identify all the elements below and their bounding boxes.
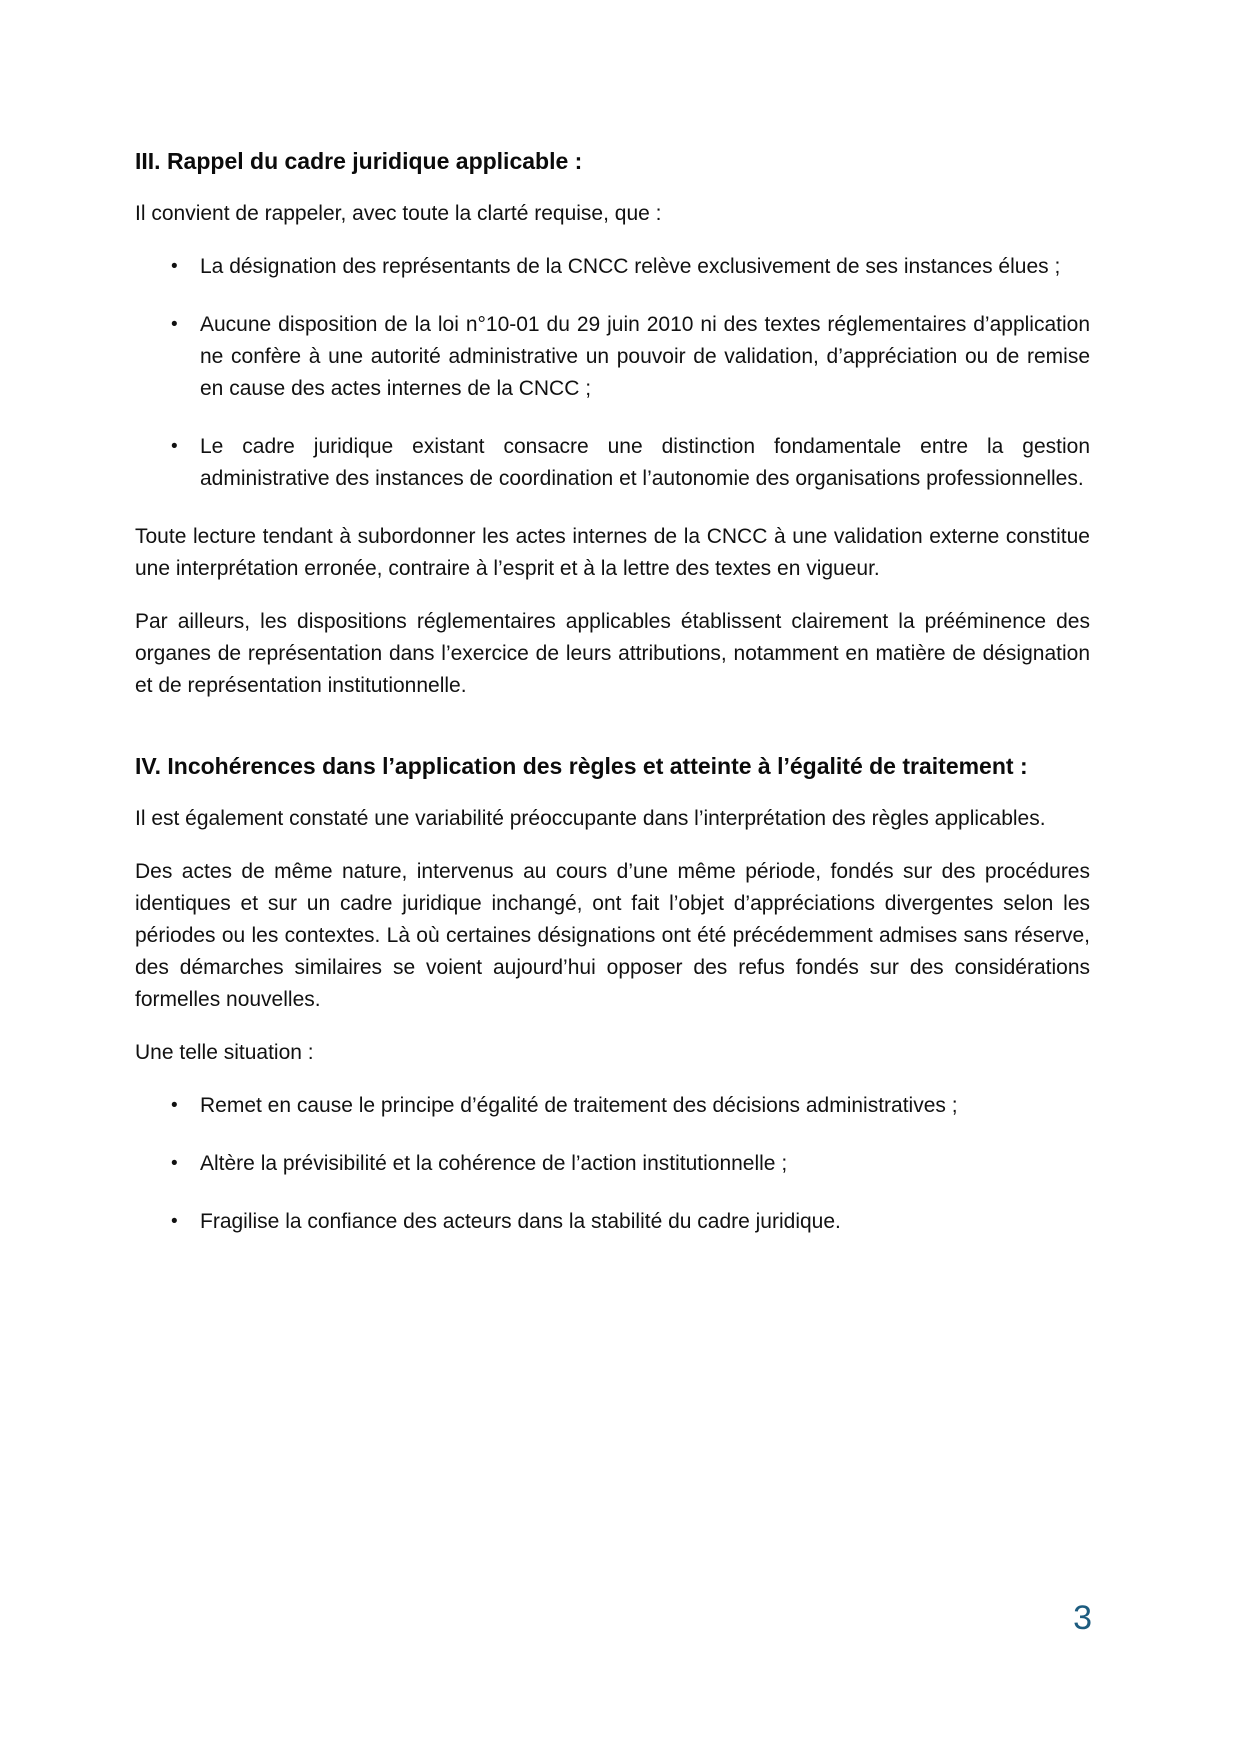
bullet-icon: • — [171, 436, 178, 457]
paragraph-intro-iii: Il convient de rappeler, avec toute la clarté requise, que : — [135, 202, 662, 225]
paragraph: Par ailleurs, les dispositions réglementaires applicables établissent clairement la prééminence des organes de représentation dans l’exercice de leurs attributions, notamment en matière de désignation et de représentation institutionnelle. — [135, 610, 1090, 697]
page-number: 3 — [1073, 1599, 1092, 1637]
bullet-icon: • — [171, 1095, 178, 1116]
list-item — [135, 1206, 1090, 1238]
paragraph: Toute lecture tendant à subordonner les actes internes de la CNCC à une validation externe constitue une interprétation erronée, contraire à l’esprit et à la lettre des textes en vigueur. — [135, 525, 1090, 580]
paragraph: Il est également constaté une variabilité préoccupante dans l’interprétation des règles applicables. — [135, 807, 1046, 830]
paragraph-intro-iv: Une telle situation : — [135, 1041, 314, 1064]
list-item — [135, 431, 1090, 495]
bullet-text: Aucune disposition de la loi n°10-01 du 29 juin 2010 ni des textes réglementaires d’application ne confère à une autorité administrative un pouvoir de validation, d’appréciation ou de remise en cause des actes internes de la CNCC ; — [200, 313, 1090, 400]
paragraph: Des actes de même nature, intervenus au cours d’une même période, fondés sur des procédures identiques et sur un cadre juridique inchangé, ont fait l’objet d’appréciations divergentes selon les périodes ou les contextes. Là où certaines désignations ont été précédemment admises sans réserve, des démarches similaires se voient aujourd’hui opposer des refus fondés sur des considérations formelles nouvelles. — [135, 860, 1090, 1011]
bullet-text: Le cadre juridique existant consacre une distinction fondamentale entre la gestion administrative des instances de coordination et l’autonomie des organisations professionnelles. — [200, 435, 1090, 490]
bullet-text: La désignation des représentants de la CNCC relève exclusivement de ses instances élues ; — [200, 255, 1061, 278]
section-heading-iii: III. Rappel du cadre juridique applicable : — [135, 148, 583, 174]
list-item — [135, 1090, 1090, 1122]
bullet-icon: • — [171, 256, 178, 277]
bullet-text: Fragilise la confiance des acteurs dans la stabilité du cadre juridique. — [200, 1210, 841, 1233]
bullet-icon: • — [171, 314, 178, 335]
bullet-list-iv — [135, 1090, 1090, 1238]
bullet-list-iii — [135, 251, 1090, 495]
bullet-icon: • — [171, 1153, 178, 1174]
document-content — [135, 146, 1090, 1264]
list-item — [135, 309, 1090, 405]
bullet-text: Altère la prévisibilité et la cohérence de l’action institutionnelle ; — [200, 1152, 788, 1175]
list-item — [135, 1148, 1090, 1180]
bullet-text: Remet en cause le principe d’égalité de traitement des décisions administratives ; — [200, 1094, 958, 1117]
bullet-icon: • — [171, 1211, 178, 1232]
section-heading-iv: IV. Incohérences dans l’application des règles et atteinte à l’égalité de traitement : — [135, 753, 1028, 779]
list-item — [135, 251, 1090, 283]
